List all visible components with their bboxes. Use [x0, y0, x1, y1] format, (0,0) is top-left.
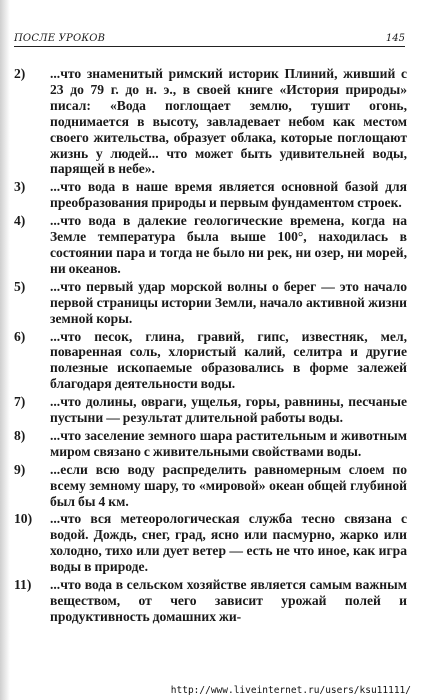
list-item: [14, 394, 407, 426]
item-number: 4): [14, 213, 26, 229]
list-item: [14, 511, 407, 575]
list-item: [14, 66, 407, 177]
item-text: ...что заселение земного шара растительным и животным миром связано с живительными свойствами воды.: [50, 427, 407, 459]
list-item: [14, 329, 407, 393]
running-header: [14, 32, 405, 47]
item-text: ...что песок, глина, гравий, гипс, известняк, мел, поваренная соль, хлористый калий, селитра и другие полезные ископаемые образовались в форме залежей благодаря деятельности воды.: [50, 328, 407, 392]
item-number: 3): [14, 179, 26, 195]
item-text: ...что вся метеорологическая служба тесно связана с водой. Дождь, снег, град, ясно или пасмурно, жарко или холодно, тихо или дует ветер — есть не что иное, как игра воды в природе.: [50, 511, 407, 575]
list-item: [14, 462, 407, 510]
list-item: [14, 279, 407, 327]
list-item: [14, 179, 407, 211]
item-number: 5): [14, 278, 26, 294]
item-text: ...если всю воду распределить равномерным слоем по всему земному шару, то «мировой» океан общей глубиной был бы 4 км.: [50, 461, 407, 509]
item-text: ...что вода в сельском хозяйстве является самым важным веществом, от чего зависит урожай полей и продуктивность домашних жи-: [50, 577, 407, 624]
list-item: [14, 577, 407, 625]
item-number: 7): [14, 394, 26, 410]
list-item: [14, 428, 407, 460]
item-text: ...что первый удар морской волны о берег — это начало первой страницы истории Земли, начало активной жизни земной коры.: [50, 278, 407, 326]
item-text: ...что знаменитый римский историк Плиний, живший с 23 до 79 г. до н. э., в своей книге «История природы» писал: «Вода поглощает землю, тушит огонь, поднимается в высоту, завладевает небом как местом своего жительства, образует облака, которые поглощают жизнь у людей... что может быть удивительней воды, парящей в небе».: [50, 66, 407, 177]
facts-list: [14, 66, 407, 627]
item-number: 9): [14, 461, 26, 477]
item-number: 6): [14, 328, 26, 344]
item-text: ...что вода в далекие геологические времена, когда на Земле температура была выше 100°, находилась в состоянии пара и тогда не было ни рек, ни озер, ни морей, ни океанов.: [50, 213, 407, 276]
list-item: [14, 213, 407, 277]
item-number: 2): [14, 66, 26, 81]
page-edge-shadow: [0, 0, 10, 700]
item-text: ...что вода в наше время является основной базой для преобразования природы и первым фундаментом строек.: [50, 179, 407, 211]
item-number: 10): [14, 511, 33, 527]
item-number: 8): [14, 427, 26, 443]
page-number: 145: [385, 33, 405, 44]
running-header-title: ПОСЛЕ УРОКОВ: [14, 33, 106, 44]
watermark-url: http://www.liveinternet.ru/users/ksu11111/: [170, 685, 411, 696]
item-text: ...что долины, овраги, ущелья, горы, равнины, песчаные пустыни — результат длительной работы воды.: [50, 394, 407, 426]
item-number: 11): [14, 577, 32, 593]
